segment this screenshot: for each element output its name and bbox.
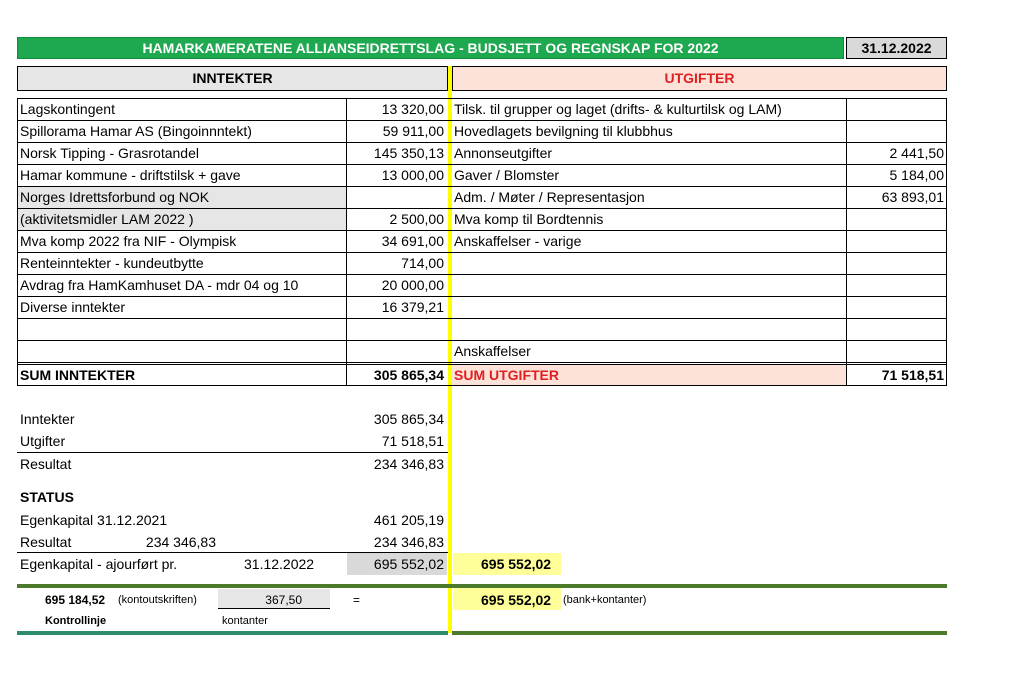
kontanter-label: kontanter bbox=[222, 615, 268, 627]
utgift-label: Anskaffelser bbox=[454, 343, 531, 359]
inntekt-label: Avdrag fra HamKamhuset DA - mdr 04 og 10 bbox=[20, 277, 299, 293]
status-resultat-value: 234 346,83 bbox=[373, 534, 444, 550]
ajour-label: Egenkapital - ajourført pr. bbox=[20, 556, 178, 572]
summary-resultat-value: 234 346,83 bbox=[373, 456, 444, 472]
summary-utgifter-value: 71 518,51 bbox=[381, 433, 444, 449]
utgift-label: Gaver / Blomster bbox=[454, 167, 560, 183]
utgift-value: 63 893,01 bbox=[881, 189, 944, 205]
inntekt-label: Spillorama Hamar AS (Bingoinnntekt) bbox=[20, 123, 252, 139]
inntekt-value: 2 500,00 bbox=[389, 211, 444, 227]
sum-inntekter-label: SUM INNTEKTER bbox=[20, 367, 136, 383]
utgift-label: Annonseutgifter bbox=[454, 145, 553, 161]
title-bar bbox=[17, 37, 844, 59]
egenkapital-value: 461 205,19 bbox=[373, 512, 444, 528]
inntekter-header bbox=[17, 66, 448, 91]
row-line bbox=[17, 296, 947, 297]
kontroll-result-note: (bank+kontanter) bbox=[563, 594, 647, 606]
inntekt-value: 34 691,00 bbox=[381, 233, 444, 249]
utgift-label: Tilsk. til grupper og laget (drifts- & kulturtilsk og LAM) bbox=[454, 101, 782, 117]
egenkapital-label: Egenkapital 31.12.2021 bbox=[20, 512, 168, 528]
inntekt-label: Lagskontingent bbox=[20, 101, 115, 117]
inntekt-value: 13 000,00 bbox=[381, 167, 444, 183]
ajour-value: 695 552,02 bbox=[373, 556, 444, 572]
status-resultat-mid: 234 346,83 bbox=[145, 534, 216, 550]
inntekt-value: 13 320,00 bbox=[381, 101, 444, 117]
kontroll-label: Kontrollinje bbox=[45, 615, 107, 627]
row-line bbox=[17, 362, 947, 363]
inntekter-header-label: INNTEKTER bbox=[192, 70, 273, 86]
summary-inntekter-label: Inntekter bbox=[20, 411, 75, 427]
inntekt-label: Diverse inntekter bbox=[20, 299, 126, 315]
utgifter-header bbox=[452, 66, 947, 91]
kontroll-equals: = bbox=[353, 593, 361, 607]
utgift-label: Anskaffelser - varige bbox=[454, 233, 582, 249]
kontanter-value: 367,50 bbox=[265, 593, 302, 607]
inntekt-value: 59 911,00 bbox=[382, 123, 444, 139]
utgift-label: Hovedlagets bevilgning til klubbhus bbox=[454, 123, 673, 139]
inntekt-value: 20 000,00 bbox=[381, 277, 444, 293]
utgifter-header-label: UTGIFTER bbox=[664, 70, 735, 86]
inntekt-label: Mva komp 2022 fra NIF - Olympisk bbox=[20, 233, 237, 249]
status-resultat-label: Resultat bbox=[20, 534, 72, 550]
green-bottom-line bbox=[452, 631, 947, 635]
page-title: HAMARKAMERATENE ALLIANSEIDRETTSLAG - BUDSJETT OG REGNSKAP FOR 2022 bbox=[142, 40, 719, 56]
date-badge bbox=[846, 37, 947, 59]
inntekt-label: Hamar kommune - driftstilsk + gave bbox=[20, 167, 241, 183]
teal-bottom-line bbox=[17, 631, 448, 635]
summary-resultat-label: Resultat bbox=[20, 456, 72, 472]
inntekt-label: Norsk Tipping - Grasrotandel bbox=[20, 145, 199, 161]
utgift-value: 2 441,50 bbox=[889, 145, 944, 161]
utgift-value: 5 184,00 bbox=[889, 167, 944, 183]
sum-inntekter-value: 305 865,34 bbox=[373, 367, 444, 383]
sum-utgifter-value: 71 518,51 bbox=[881, 367, 944, 383]
inntekt-label: Renteinntekter - kundeutbytte bbox=[20, 255, 204, 271]
kontroll-amount: 695 184,52 bbox=[45, 593, 106, 607]
inntekt-value: 145 350,13 bbox=[373, 145, 444, 161]
utgift-label: Adm. / Møter / Representasjon bbox=[454, 189, 645, 205]
summary-utgifter-label: Utgifter bbox=[20, 433, 66, 449]
utgift-label: Mva komp til Bordtennis bbox=[454, 211, 604, 227]
inntekt-label: Norges Idrettsforbund og NOK bbox=[20, 189, 210, 205]
ajour-highlight-value: 695 552,02 bbox=[481, 556, 552, 572]
inntekt-label: (aktivitetsmidler LAM 2022 ) bbox=[20, 211, 194, 227]
date-value: 31.12.2022 bbox=[861, 40, 932, 56]
kontroll-result: 695 552,02 bbox=[481, 592, 552, 608]
sum-utgifter-label: SUM UTGIFTER bbox=[454, 367, 559, 383]
inntekt-value: 16 379,21 bbox=[381, 299, 444, 315]
inntekt-value: 714,00 bbox=[401, 255, 444, 271]
row-line bbox=[17, 318, 947, 319]
summary-inntekter-value: 305 865,34 bbox=[373, 411, 444, 427]
kontroll-amount-note: (kontoutskriften) bbox=[118, 594, 197, 606]
status-heading: STATUS bbox=[20, 489, 74, 505]
ajour-date: 31.12.2022 bbox=[244, 556, 315, 572]
